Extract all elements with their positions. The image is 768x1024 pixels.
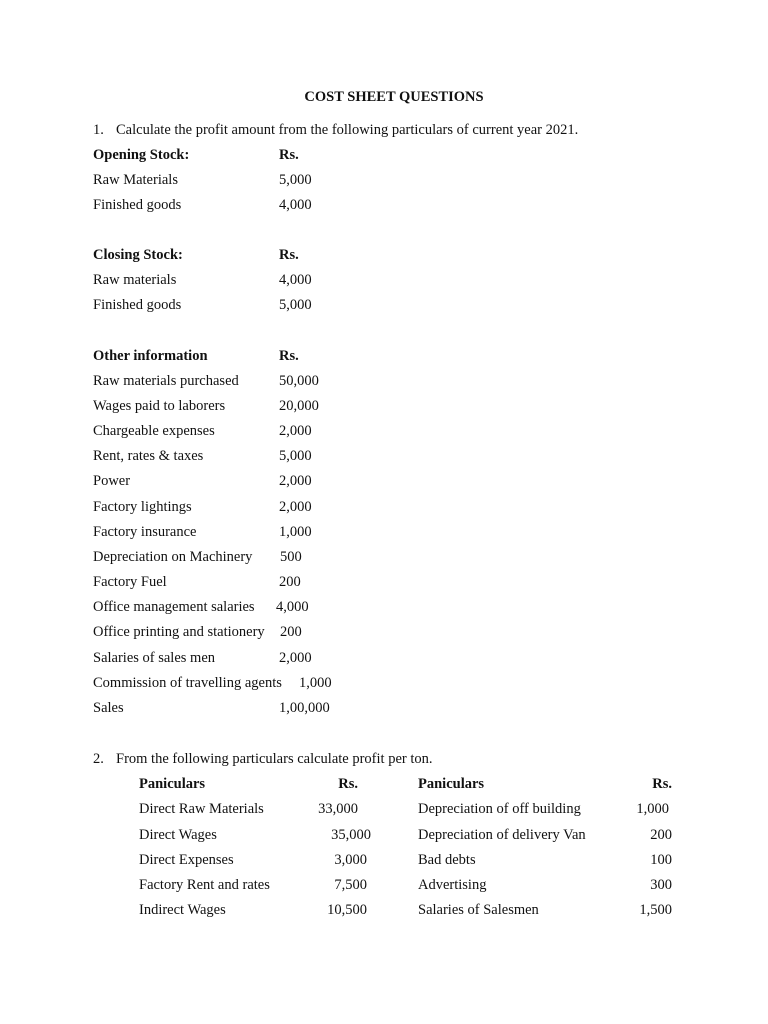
table-cell-value: 10,500 [327,902,367,918]
table-cell-label: Depreciation of off building [418,801,581,817]
list-item-label: Commission of travelling agents [93,675,282,691]
table-cell-label: Salaries of Salesmen [418,902,539,918]
list-item-label: Chargeable expenses [93,423,215,439]
closing-stock-heading: Closing Stock: [93,247,183,263]
list-item-label: Factory lightings [93,499,192,515]
list-item-label: Wages paid to laborers [93,398,226,414]
list-item-label: Salaries of sales men [93,650,216,666]
list-item-value: 2,000 [279,499,312,515]
q2-text: From the following particulars calculate profit per ton. [116,751,433,767]
list-item-label: Power [93,473,131,489]
page-title: COST SHEET QUESTIONS [304,89,484,105]
list-item-value: 2,000 [279,650,312,666]
q2-number: 2. [93,751,104,767]
table-header-left-label: Paniculars [139,776,206,792]
list-item-label: Finished goods [93,197,182,213]
list-item-label: Raw materials purchased [93,373,239,389]
list-item-label: Sales [93,700,124,716]
table-cell-label: Factory Rent and rates [139,877,270,893]
table-cell-value: 100 [650,852,672,868]
list-item-value: 200 [280,624,302,640]
list-item-value: 20,000 [279,398,319,414]
list-item-value: 5,000 [279,448,312,464]
list-item-value: 5,000 [279,172,312,188]
list-item-value: 500 [280,549,302,565]
table-cell-label: Indirect Wages [139,902,226,918]
list-item-value: 1,000 [299,675,332,691]
table-cell-value: 7,500 [334,877,367,893]
list-item-value: 50,000 [279,373,319,389]
opening-stock-heading: Opening Stock: [93,147,190,163]
list-item-value: 1,00,000 [279,700,330,716]
list-item-value: 4,000 [276,599,309,615]
table-header-right-unit: Rs. [652,776,672,792]
other-info-unit: Rs. [279,348,299,364]
list-item-label: Office printing and stationery [93,624,265,640]
table-cell-label: Direct Wages [139,827,217,843]
table-cell-value: 200 [650,827,672,843]
table-cell-label: Bad debts [418,852,476,868]
list-item-value: 4,000 [279,197,312,213]
list-item-label: Raw materials [93,272,177,288]
list-item-value: 2,000 [279,423,312,439]
q1-text: Calculate the profit amount from the following particulars of current year 2021. [116,122,579,138]
table-header-right-label: Paniculars [418,776,485,792]
list-item-label: Factory Fuel [93,574,167,590]
opening-stock-unit: Rs. [279,147,299,163]
list-item-label: Factory insurance [93,524,197,540]
table-cell-value: 35,000 [331,827,371,843]
list-item-label: Rent, rates & taxes [93,448,204,464]
table-cell-value: 1,500 [639,902,672,918]
list-item-value: 4,000 [279,272,312,288]
list-item-value: 200 [279,574,301,590]
table-header-left-unit: Rs. [338,776,358,792]
table-cell-label: Direct Raw Materials [139,801,264,817]
table-cell-value: 1,000 [636,801,669,817]
list-item-value: 5,000 [279,297,312,313]
table-cell-value: 300 [650,877,672,893]
table-cell-label: Direct Expenses [139,852,234,868]
table-cell-value: 33,000 [318,801,358,817]
list-item-label: Finished goods [93,297,182,313]
list-item-label: Depreciation on Machinery [93,549,253,565]
table-cell-label: Depreciation of delivery Van [418,827,586,843]
other-info-heading: Other information [93,348,208,364]
closing-stock-unit: Rs. [279,247,299,263]
list-item-value: 2,000 [279,473,312,489]
list-item-label: Raw Materials [93,172,178,188]
list-item-label: Office management salaries [93,599,255,615]
list-item-value: 1,000 [279,524,312,540]
q1-number: 1. [93,122,104,138]
table-cell-value: 3,000 [334,852,367,868]
table-cell-label: Advertising [418,877,487,893]
